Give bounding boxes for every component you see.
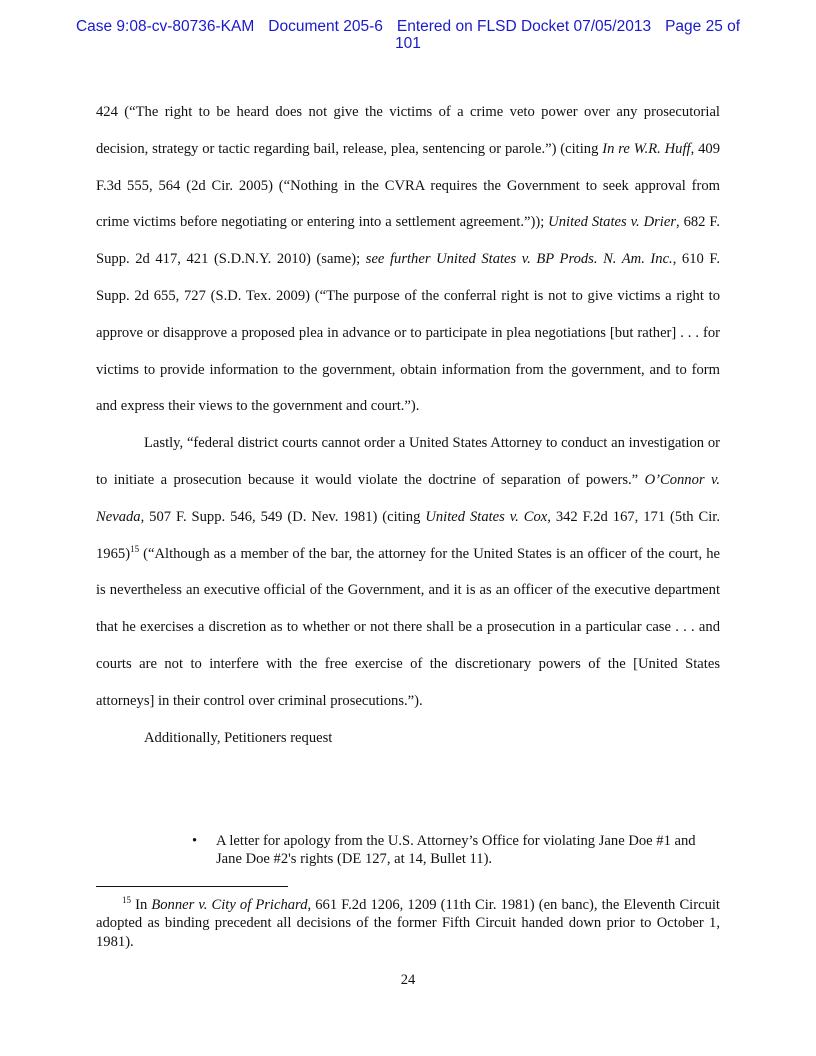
page-count-b: 101 xyxy=(395,35,421,52)
case-citation: Bonner v. City of Prichard xyxy=(151,897,308,913)
page-count-a: Page 25 of xyxy=(665,18,741,35)
case-citation: United States v. Cox xyxy=(425,508,548,525)
bullet-text: A letter for apology from the U.S. Attorney’s Office for violating Jane Doe #1 and Jane Doe #2's rights (DE 127, at 14, Bullet 11). xyxy=(216,833,696,867)
footnote-15: $^{15}$ In Bonner v. City of Prichard, 661 F.2d 1206, 1209 (11th Cir. 1981) (en banc), the Eleventh Circuit adopted as binding precedent all decisions of the former Fifth Circuit handed down prior to October 1, 1981). xyxy=(96,895,720,950)
case-citation: United States v. Drier xyxy=(548,214,676,231)
page-number: 24 xyxy=(400,972,416,988)
footnote-divider xyxy=(96,886,288,887)
document-number: Document 205-6 xyxy=(268,18,383,35)
case-citation: O’Connor v. Nevada xyxy=(96,471,720,525)
case-citation: see further United States v. BP Prods. N. Am. Inc. xyxy=(365,251,673,268)
entered-date: Entered on FLSD Docket 07/05/2013 xyxy=(396,18,652,35)
footnote-number: 15 xyxy=(122,895,131,905)
case-number: Case 9:08-cv-80736-KAM xyxy=(75,18,255,35)
docket-header xyxy=(0,18,816,52)
bullet-icon: • xyxy=(192,833,198,849)
docket-header-line1 xyxy=(0,18,816,35)
request-bullet-item xyxy=(192,832,720,868)
document-body xyxy=(96,94,720,756)
paragraph-petitioners-request: Additionally, Petitioners request xyxy=(144,729,333,746)
paragraph-cvra-citations: 424 (“The right to be heard does not give the victims of a crime veto power over any prosecutorial decision, strategy or tactic regarding bail, release, plea, sentencing or parole.”) (citing In re W.R. Huff, 409 F.3d 555, 564 (2d Cir. 2005) (“Nothing in the CVRA requires the Government to seek approval from crime victims before negotiating or entering into a settlement agreement.”)); United States v. Drier, 682 F. Supp. 2d 417, 421 (S.D.N.Y. 2010) (same); see further United States v. BP Prods. N. Am. Inc., 610 F. Supp. 2d 655, 727 (S.D. Tex. 2009) (“The purpose of the conferral right is not to give victims a right to approve or disapprove a proposed plea in advance or to participate in plea negotiations [but rather] . . . for victims to provide information to the government, obtain information from the government, and to form and express their views to the government and court.”). xyxy=(96,104,720,415)
paragraph-separation-of-powers: Lastly, “federal district courts cannot order a United States Attorney to conduct an investigation or to initiate a prosecution because it would violate the doctrine of separation of powers.” O’Connor v. Nevada, 507 F. Supp. 546, 549 (D. Nev. 1981) (citing United States v. Cox, 342 F.2d 167, 171 (5th Cir. 1965)$^{15}$ (“Although as a member of the bar, the attorney for the United States is an officer of the court, he is nevertheless an executive official of the Government, and it is as an officer of the executive department that he exercises a discretion as to whether or not there shall be a prosecution in a particular case . . . and courts are not to interfere with the free exercise of the discretionary powers of the [United States attorneys] in their control over criminal prosecutions.”). xyxy=(96,435,720,709)
case-citation: In re W.R. Huff xyxy=(602,140,691,157)
footnote-reference[interactable]: 15 xyxy=(130,543,140,554)
